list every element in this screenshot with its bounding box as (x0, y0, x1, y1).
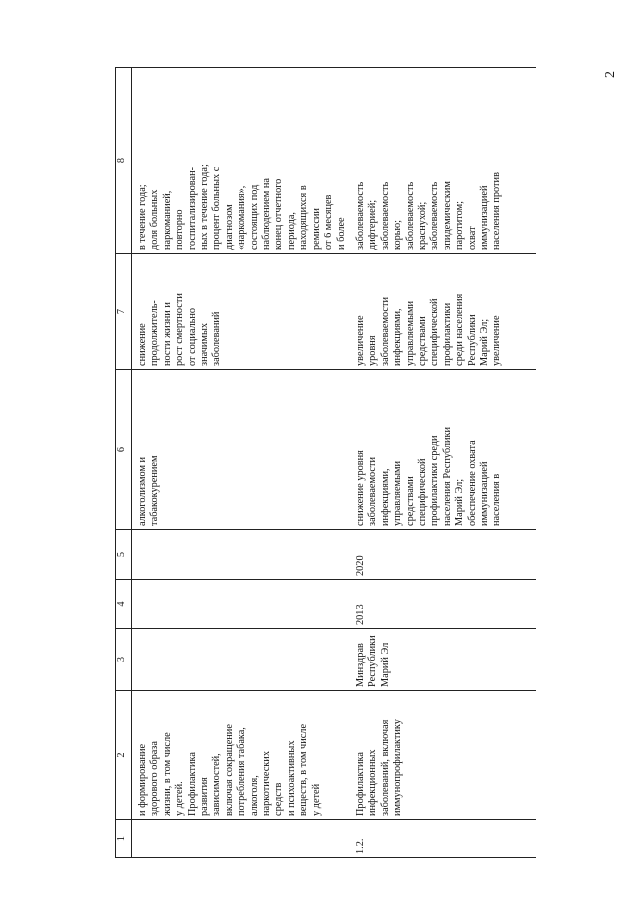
program-table-rotated (115, 68, 555, 858)
cell-indicators: заболеваемость дифтерией; заболеваемость корью; заболеваемость краснухой; заболеваемость эпидемическим паротитом; охват иммунизацией населения против (349, 68, 536, 254)
cell-num: 1.2. (349, 820, 536, 858)
cell-executor (132, 629, 349, 691)
cell-start-year (132, 580, 349, 629)
header-col-7: 7 (116, 254, 132, 370)
header-col-8: 8 (116, 68, 132, 254)
table-row (132, 68, 349, 858)
cell-end-year (132, 530, 349, 580)
header-col-6: 6 (116, 370, 132, 530)
cell-expected-result: алкоголизмом и табакокурением (132, 370, 349, 530)
cell-name: и формирование здорового образа жизни, в том числе у детей. Профилактика развития зависимостей, включая сокращение потребления табака, алкоголя, наркотических средств и психоактивных веществ, в том числе у детей (132, 691, 349, 820)
cell-end-year: 2020 (349, 530, 536, 580)
cell-executor: Минздрав Республики Марий Эл (349, 629, 536, 691)
program-table (115, 67, 536, 858)
cell-indicators: в течение года; доля больных наркоманией, повторно госпитализирован- ных в течение года; процент больных с диагнозом «наркомания», состоящих под наблюдением на конец отчетного периода, находящихся в ремиссии от 6 месяцев и более (132, 68, 349, 254)
header-col-2: 2 (116, 691, 132, 820)
header-row (116, 68, 132, 858)
cell-consequence: увеличение уровня заболеваемости инфекциями, управляемыми средствами специфической профилактики среди населения Республики Марий Эл; увеличение (349, 254, 536, 370)
cell-num (132, 820, 349, 858)
cell-name: Профилактика инфекционных заболеваний, включая иммунопрофилактику (349, 691, 536, 820)
table-row (349, 68, 536, 858)
header-col-4: 4 (116, 580, 132, 629)
cell-consequence: снижение продолжитель- ности жизни и рост смертности от социально значимых заболеваний (132, 254, 349, 370)
cell-start-year: 2013 (349, 580, 536, 629)
page-number: 2 (603, 71, 618, 78)
cell-expected-result: снижение уровня заболеваемости инфекциями, управляемыми средствами специфической профилактики среди населения Республики Марий Эл; обеспечение охвата иммунизацией населения в (349, 370, 536, 530)
header-col-1: 1 (116, 820, 132, 858)
header-col-5: 5 (116, 530, 132, 580)
header-col-3: 3 (116, 629, 132, 691)
